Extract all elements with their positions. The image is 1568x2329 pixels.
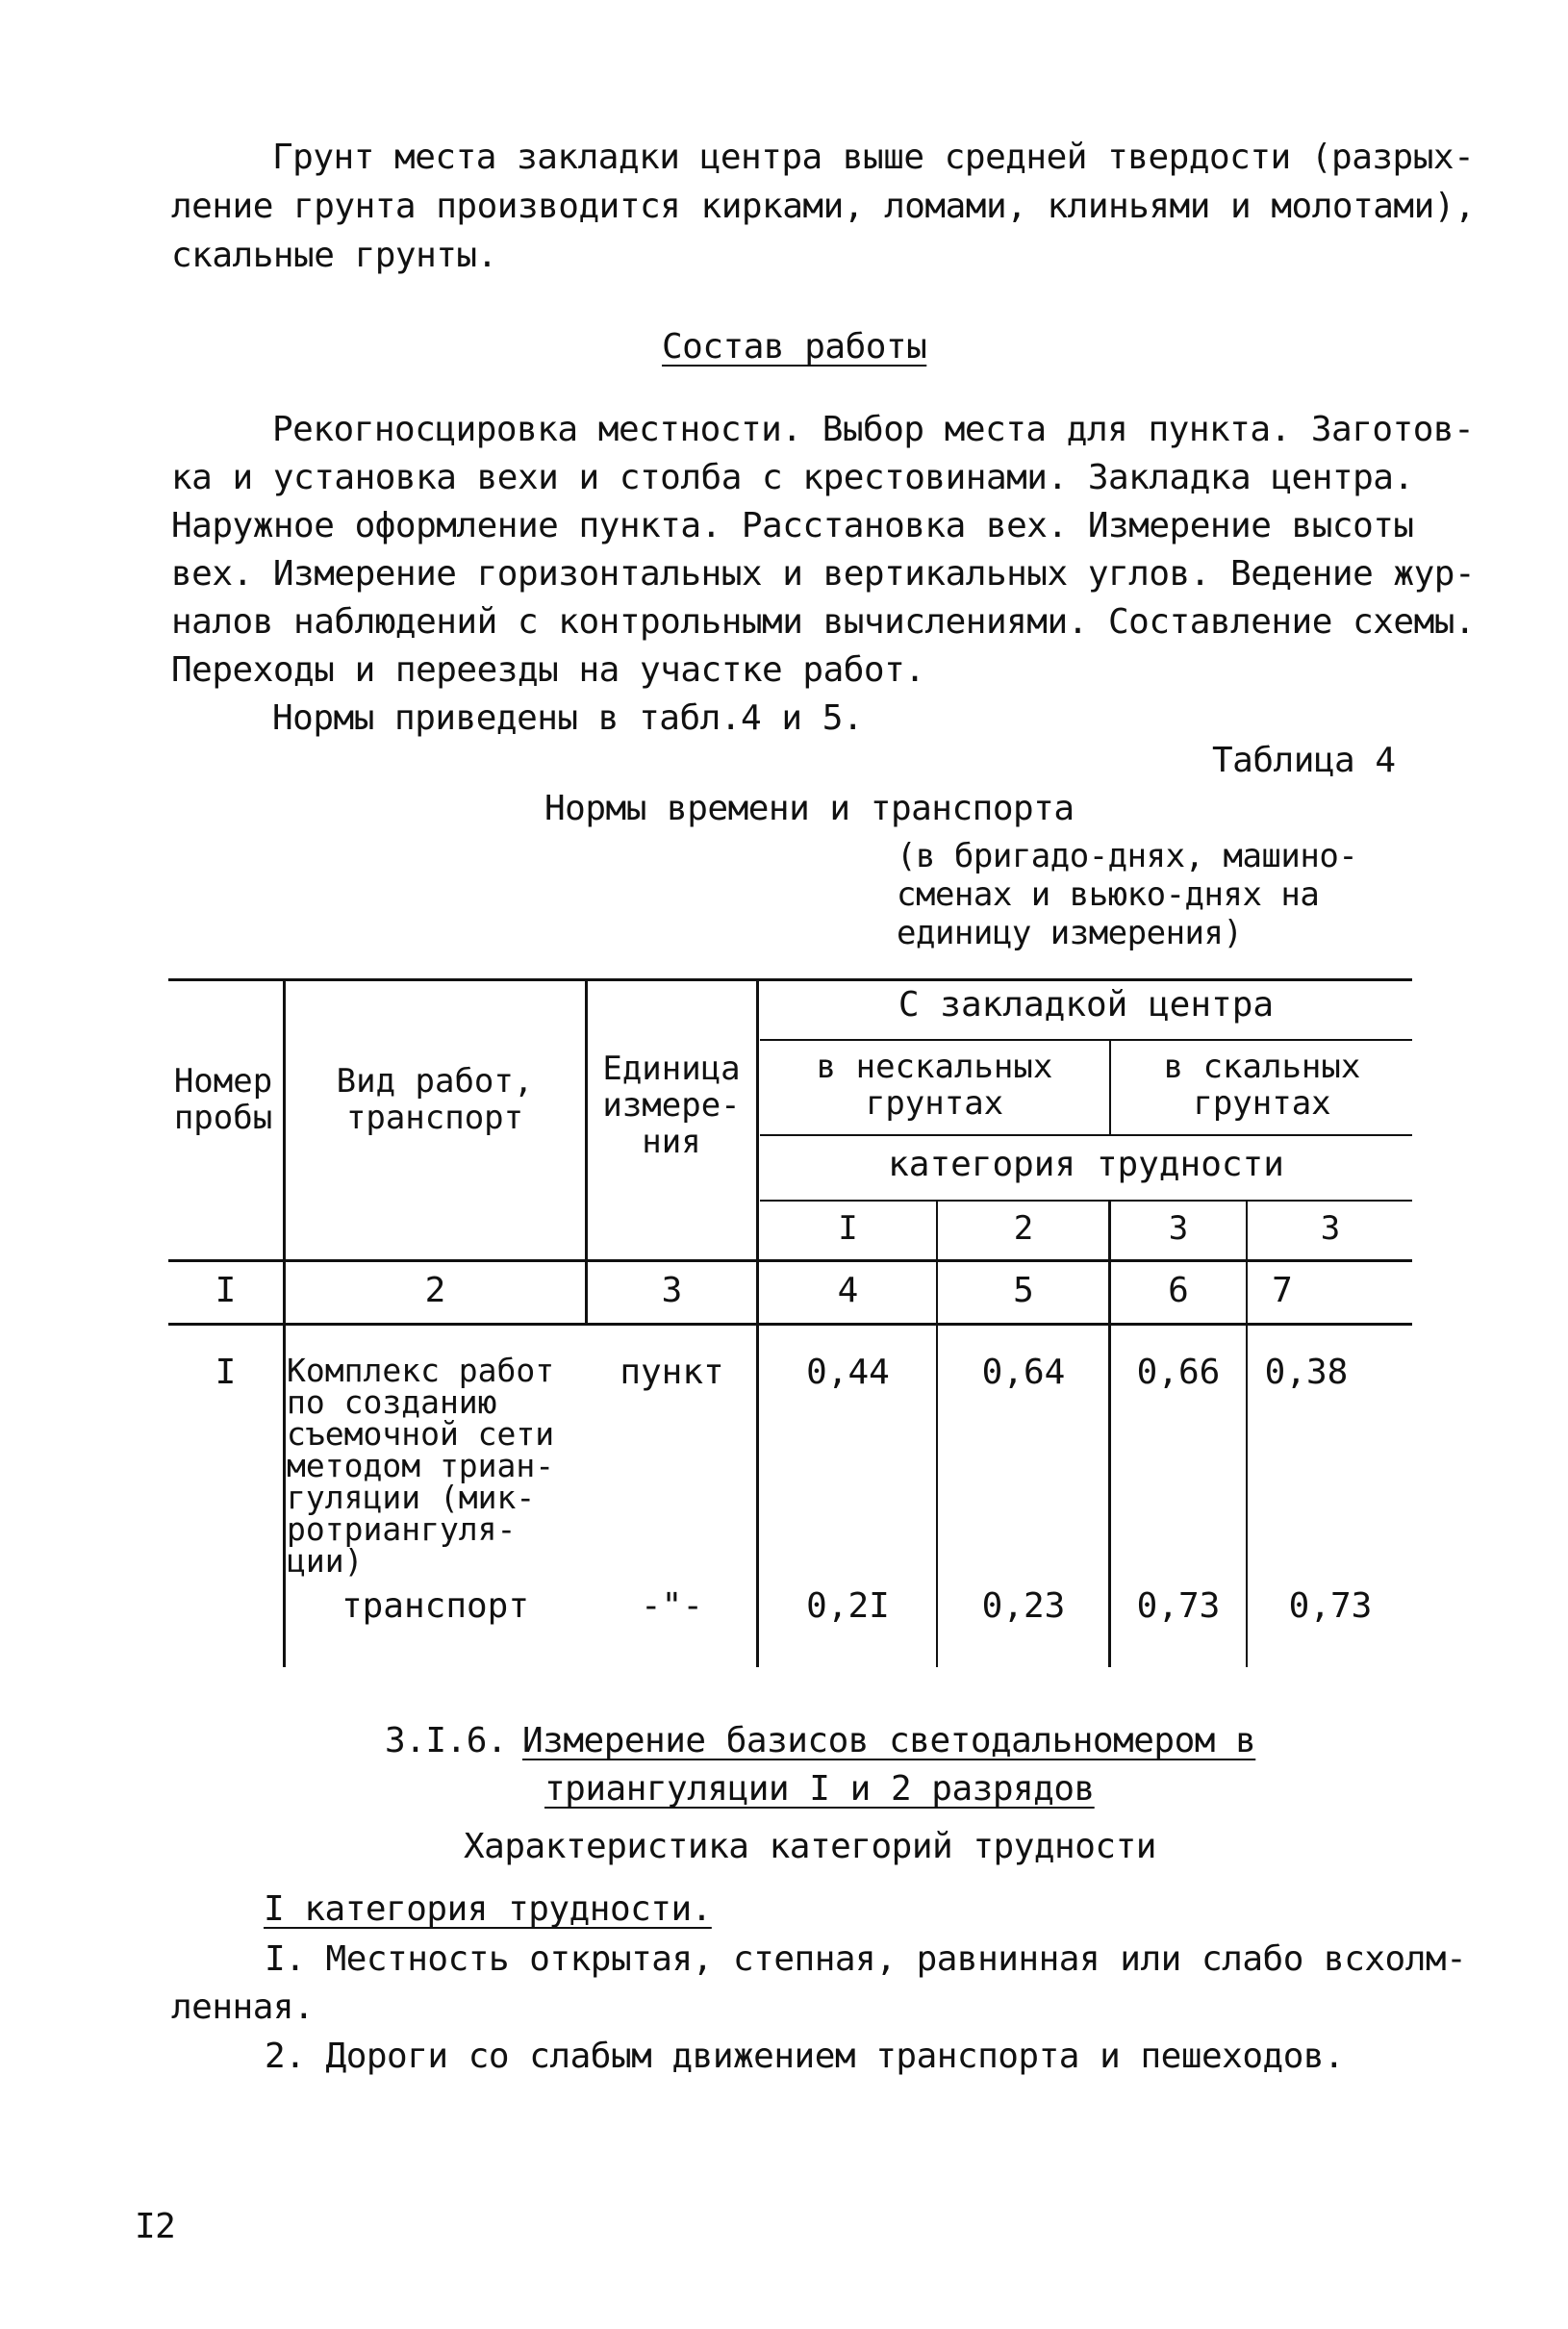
- paragraph-line: Нормы приведены в табл.4 и 5.: [272, 698, 864, 738]
- unit: -"-: [640, 1586, 704, 1626]
- header-category: 3: [1168, 1209, 1189, 1248]
- header-category: 2: [1013, 1209, 1034, 1248]
- list-item: I. Местность открытая, степная, равнинная или слабо всхолм-: [265, 1939, 1467, 1979]
- work-type: Комплекс работ по созданию съемочной сети методом триан- гуляции (мик- ротриангуля- ции): [287, 1352, 555, 1580]
- column-number: 4: [837, 1271, 859, 1310]
- column-number: 3: [661, 1271, 683, 1310]
- paragraph-line: Грунт места закладки центра выше средней твердости (разрых-: [272, 138, 1475, 177]
- paragraph-line: скальные грунты.: [171, 236, 497, 275]
- table-subtitle: (в бригадо-днях, машино- сменах и вьюко-днях на единицу измерения): [897, 837, 1358, 952]
- section-title: Состав работы: [662, 327, 927, 367]
- value: 0,73: [1288, 1586, 1373, 1626]
- section-title: Измерение базисов светодальномером в: [522, 1721, 1256, 1760]
- header-difficulty-category: категория трудности: [888, 1145, 1284, 1184]
- header-row-number: Номер пробы: [173, 1062, 273, 1137]
- column-number: I: [215, 1271, 237, 1310]
- unit: пункт: [620, 1353, 724, 1392]
- paragraph-line: налов наблюдений с контрольными вычислениями. Составление схемы.: [171, 602, 1476, 642]
- table-rule: [756, 978, 759, 1667]
- value: 0,2I: [806, 1586, 890, 1626]
- paragraph-line: вех. Измерение горизонтальных и вертикальных углов. Ведение жур-: [171, 554, 1476, 594]
- table-title: Нормы времени и транспорта: [544, 789, 1075, 828]
- header-category: I: [838, 1209, 858, 1248]
- header-with-center: С закладкой центра: [898, 985, 1275, 1025]
- value: 0,64: [981, 1353, 1066, 1392]
- paragraph-line: Переходы и переезды на участке работ.: [171, 650, 925, 690]
- value: 0,23: [981, 1586, 1066, 1626]
- value: 0,44: [806, 1353, 890, 1392]
- column-number: 6: [1168, 1271, 1189, 1310]
- header-nonrocky: в нескальных грунтах: [816, 1048, 1053, 1123]
- header-category: 3: [1320, 1209, 1341, 1248]
- table-rule: [168, 978, 1412, 981]
- table-rule: [1109, 1039, 1111, 1136]
- row-number: I: [215, 1353, 237, 1392]
- list-item: 2. Дороги со слабым движением транспорта и пешеходов.: [265, 2037, 1345, 2076]
- section-number: 3.I.6.: [385, 1721, 508, 1760]
- header-unit: Единица измере- ния: [602, 1050, 741, 1161]
- table-rule: [760, 1134, 1412, 1136]
- table-rule: [168, 1323, 1412, 1326]
- paragraph-line: ка и установка вехи и столба с крестовинами. Закладка центра.: [171, 458, 1414, 497]
- section-subtitle: Характеристика категорий трудности: [464, 1827, 1156, 1866]
- table-rule: [936, 1200, 938, 1667]
- section-title: триангуляции I и 2 разрядов: [544, 1769, 1095, 1809]
- table-rule: [168, 1259, 1412, 1262]
- paragraph-line: Наружное оформление пункта. Расстановка вех. Измерение высоты: [171, 506, 1414, 545]
- value: 0,73: [1136, 1586, 1221, 1626]
- value: 0,38: [1264, 1353, 1349, 1392]
- value: 0,66: [1136, 1353, 1221, 1392]
- list-item: ленная.: [171, 1987, 315, 2027]
- table-rule: [760, 1039, 1412, 1041]
- table-rule: [760, 1200, 1412, 1202]
- column-number: 5: [1013, 1271, 1034, 1310]
- work-type: транспорт: [341, 1586, 530, 1626]
- table-rule: [1246, 1200, 1248, 1667]
- paragraph-line: ление грунта производится кирками, ломами, клиньями и молотами),: [171, 187, 1476, 226]
- page-number: I2: [135, 2207, 176, 2246]
- header-work-type: Вид работ, транспорт: [336, 1062, 534, 1137]
- header-rocky: в скальных грунтах: [1163, 1048, 1361, 1123]
- paragraph-line: Рекогносцировка местности. Выбор места для пункта. Заготов-: [272, 410, 1475, 449]
- category-heading: I категория трудности.: [264, 1889, 712, 1929]
- table-label: Таблица 4: [1212, 741, 1396, 780]
- column-number: 7: [1272, 1271, 1293, 1310]
- column-number: 2: [424, 1271, 446, 1310]
